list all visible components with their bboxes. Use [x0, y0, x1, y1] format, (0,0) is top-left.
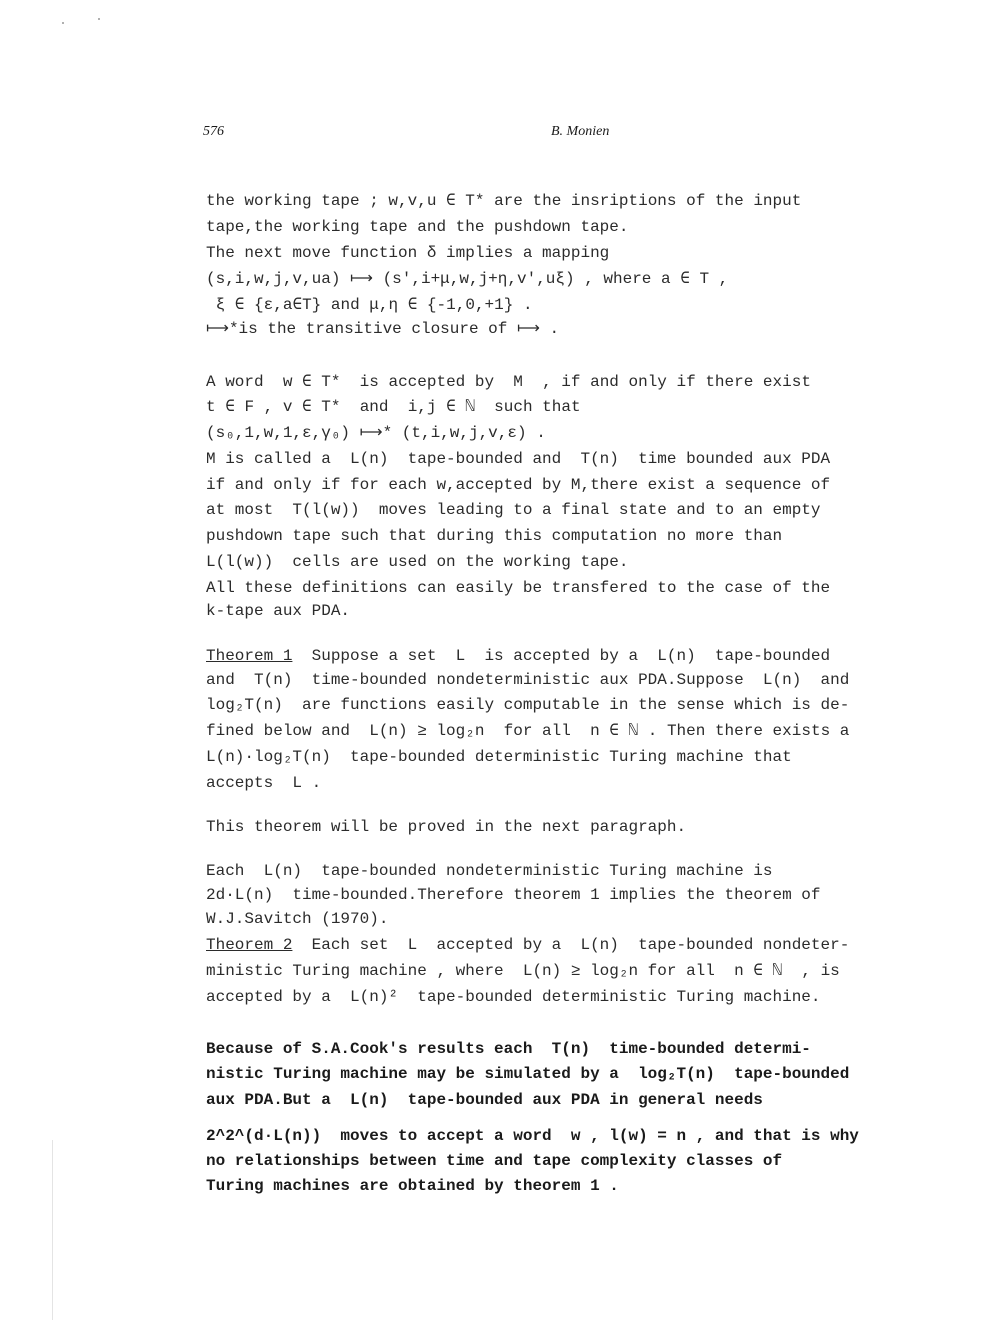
theorem-2-label: Theorem 2	[206, 936, 293, 954]
text-line: Because of S.A.Cook's results each T(n) time-bounded determi-	[206, 1040, 811, 1058]
text-line: (s₀,1,w,1,ε,γ₀) ⟼* (t,i,w,j,v,ε) .	[206, 424, 546, 442]
text-line: the working tape ; w,v,u ∈ T* are the insriptions of the input	[206, 192, 802, 210]
theorem-2-line	[206, 935, 849, 955]
text-line: W.J.Savitch (1970).	[206, 910, 389, 928]
theorem-1-line	[206, 646, 830, 666]
text-line: M is called a L(n) tape-bounded and T(n) time bounded aux PDA	[206, 450, 831, 468]
text-line: L(l(w)) cells are used on the working tape.	[206, 553, 629, 571]
theorem-1-label: Theorem 1	[206, 647, 293, 665]
text-line: Suppose a set L is accepted by a L(n) tape-bounded	[311, 647, 831, 665]
text-line: k-tape aux PDA.	[206, 602, 351, 620]
scan-margin-artifact	[52, 1140, 53, 1320]
text-line: 2^2^(d·L(n)) moves to accept a word w , l(w) = n , and that is why	[206, 1127, 859, 1145]
text-line: log₂T(n) are functions easily computable in the sense which is de-	[206, 696, 850, 714]
text-line: (s,i,w,j,v,ua) ⟼ (s',i+μ,w,j+η,v',uξ) , where a ∈ T ,	[206, 270, 729, 288]
text-line: if and only if for each w,accepted by M,there exist a sequence of	[206, 476, 831, 494]
text-line: accepts L .	[206, 774, 322, 792]
text-line: aux PDA.But a L(n) tape-bounded aux PDA in general needs	[206, 1091, 763, 1109]
text-line: t ∈ F , v ∈ T* and i,j ∈ ℕ such that	[206, 398, 581, 416]
text-line: fined below and L(n) ≥ log₂n for all n ∈ ℕ . Then there exists a	[206, 722, 850, 740]
text-line: This theorem will be proved in the next paragraph.	[206, 818, 687, 836]
text-line: accepted by a L(n)² tape-bounded deterministic Turing machine.	[206, 988, 821, 1006]
scan-speck	[98, 18, 100, 20]
text-line: All these definitions can easily be transfered to the case of the	[206, 579, 831, 597]
text-line: A word w ∈ T* is accepted by M , if and only if there exist	[206, 373, 811, 391]
text-line: tape,the working tape and the pushdown tape.	[206, 218, 629, 236]
text-line: ξ ∈ {ε,a∈T} and μ,η ∈ {-1,0,+1} .	[206, 296, 533, 314]
text-line: Each L(n) tape-bounded nondeterministic Turing machine is	[206, 862, 773, 880]
text-line: L(n)·log₂T(n) tape-bounded deterministic Turing machine that	[206, 748, 792, 766]
text-line: at most T(l(w)) moves leading to a final state and to an empty	[206, 501, 821, 519]
text-line: Turing machines are obtained by theorem 1 .	[206, 1177, 619, 1195]
scan-speck	[62, 22, 64, 24]
text-line: pushdown tape such that during this computation no more than	[206, 527, 783, 545]
text-line: nistic Turing machine may be simulated by a log₂T(n) tape-bounded	[206, 1065, 850, 1083]
page-number: 576	[203, 124, 224, 139]
text-line: no relationships between time and tape complexity classes of	[206, 1152, 783, 1170]
text-line: ministic Turing machine , where L(n) ≥ log₂n for all n ∈ ℕ , is	[206, 962, 840, 980]
text-line: 2d·L(n) time-bounded.Therefore theorem 1 implies the theorem of	[206, 886, 821, 904]
text-line: ⟼*is the transitive closure of ⟼ .	[206, 320, 560, 338]
text-line: The next move function δ implies a mapping	[206, 244, 610, 262]
running-head-author: B. Monien	[551, 124, 610, 139]
text-line: and T(n) time-bounded nondeterministic aux PDA.Suppose L(n) and	[206, 671, 850, 689]
text-line: Each set L accepted by a L(n) tape-bounded nondeter-	[311, 936, 850, 954]
